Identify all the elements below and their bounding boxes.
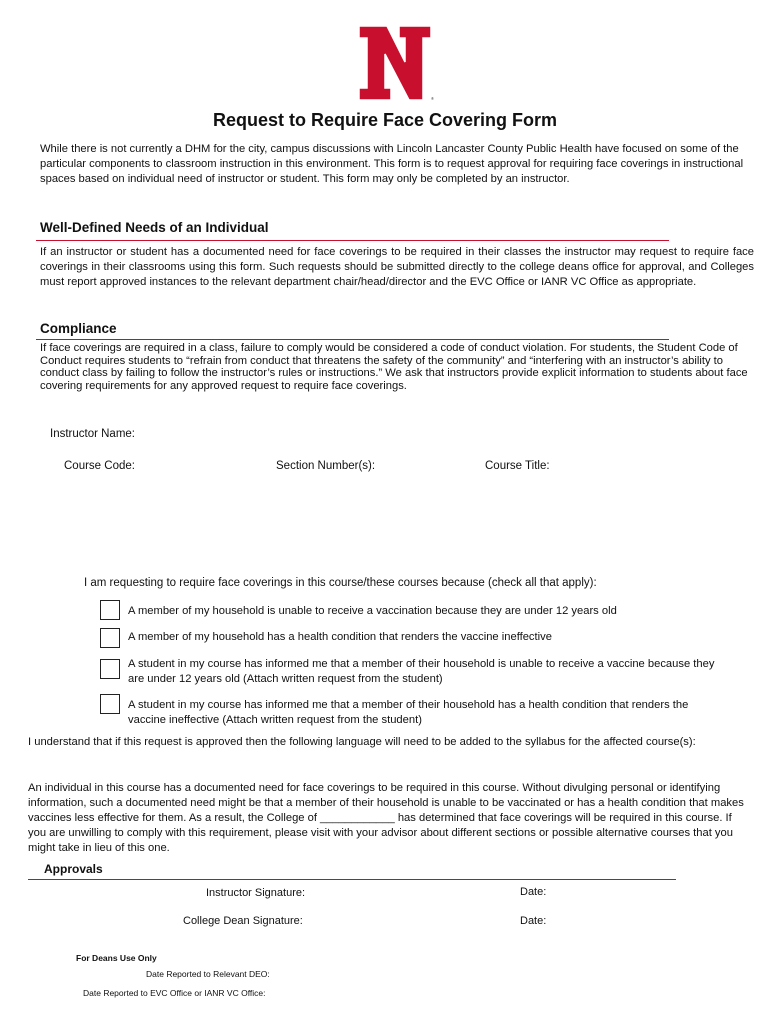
course-code-label: Course Code:: [64, 460, 135, 472]
approvals-rule: [28, 879, 676, 880]
deans-use-heading: For Deans Use Only: [76, 953, 157, 963]
instructor-name-label: Instructor Name:: [50, 428, 135, 440]
reason-checkbox-3[interactable]: [100, 659, 120, 679]
dean-date-label: Date:: [520, 915, 547, 927]
deo-date-label: Date Reported to Relevant DEO:: [146, 969, 270, 979]
reason-option-3: A student in my course has informed me that a member of their household is unable to receive a vaccine because they are under 12 years old (Attach written request from the student): [128, 658, 715, 685]
evc-date-label: Date Reported to EVC Office or IANR VC Office:: [83, 988, 266, 998]
needs-rule: [36, 240, 669, 241]
needs-paragraph: If an instructor or student has a documented need for face coverings to be required in their classes the instructor may request to require face coverings in their classrooms using this form. Such requests should be submitted directly to the college deans office for approval, and Colleges must report approved instances to the relevant department chair/head/director and the EVC Office or IANR VC Office as appropriate.: [40, 246, 754, 288]
reason-checkbox-2[interactable]: [100, 628, 120, 648]
reasons-prompt: I am requesting to require face coverings in this course/these courses because (check all that apply):: [84, 577, 597, 589]
syllabus-understand: I understand that if this request is approved then the following language will need to be added to the syllabus for the affected course(s):: [28, 736, 696, 748]
section-numbers-label: Section Number(s):: [276, 460, 376, 472]
needs-heading: Well-Defined Needs of an Individual: [40, 220, 269, 235]
instructor-date-label: Date:: [520, 886, 547, 898]
reason-option-2: A member of my household has a health condition that renders the vaccine ineffective: [128, 631, 552, 643]
svg-text:®: ®: [431, 96, 434, 101]
compliance-paragraph: If face coverings are required in a class, failure to comply would be considered a code of conduct violation. For students, the Student Code of Conduct requires students to “refrain from conduct that threatens the safety of the community” and “interfering with an instructor’s ability to conduct class by failing to follow the instructor’s rules or instructions.” We ask that instructors provide explicit information to students about face covering requirements for any approved request to require face coverings.: [40, 342, 748, 392]
page-title: Request to Require Face Covering Form: [212, 110, 558, 130]
reason-checkbox-4[interactable]: [100, 694, 120, 714]
course-title-label: Course Title:: [485, 460, 550, 472]
approvals-heading: Approvals: [44, 862, 103, 876]
nebraska-n-logo: [357, 24, 435, 102]
reason-checkbox-1[interactable]: [100, 600, 120, 620]
dean-signature-label: College Dean Signature:: [183, 915, 303, 927]
reason-option-4: A student in my course has informed me that a member of their household has a health condition that renders the vaccine ineffective (Attach written request from the student): [128, 699, 689, 726]
compliance-rule: [36, 339, 669, 340]
syllabus-statement: An individual in this course has a documented need for face coverings to be required in this course. Without divulging personal or identifying information, such a documented need might be that a member of their household is unable to be vaccinated or has a health condition that makes vaccines less effective for them. As a result, the College of ____________ has determined that face coverings will be required in this course. If you are unwilling to comply with this requirement, please visit with your advisor about different sections or possible alternative courses that you might take in lieu of this one.: [28, 782, 744, 854]
compliance-heading: Compliance: [40, 321, 117, 336]
instructor-signature-label: Instructor Signature:: [206, 887, 306, 899]
reason-option-1: A member of my household is unable to receive a vaccination because they are under 12 years old: [128, 605, 617, 617]
intro-paragraph: While there is not currently a DHM for the city, campus discussions with Lincoln Lancaster County Public Health have focused on some of the particular components to classroom instruction in this environment. This form is to request approval for requiring face coverings in instructional spaces based on individual need of instructor or student. This form may only be completed by an instructor.: [40, 143, 744, 185]
